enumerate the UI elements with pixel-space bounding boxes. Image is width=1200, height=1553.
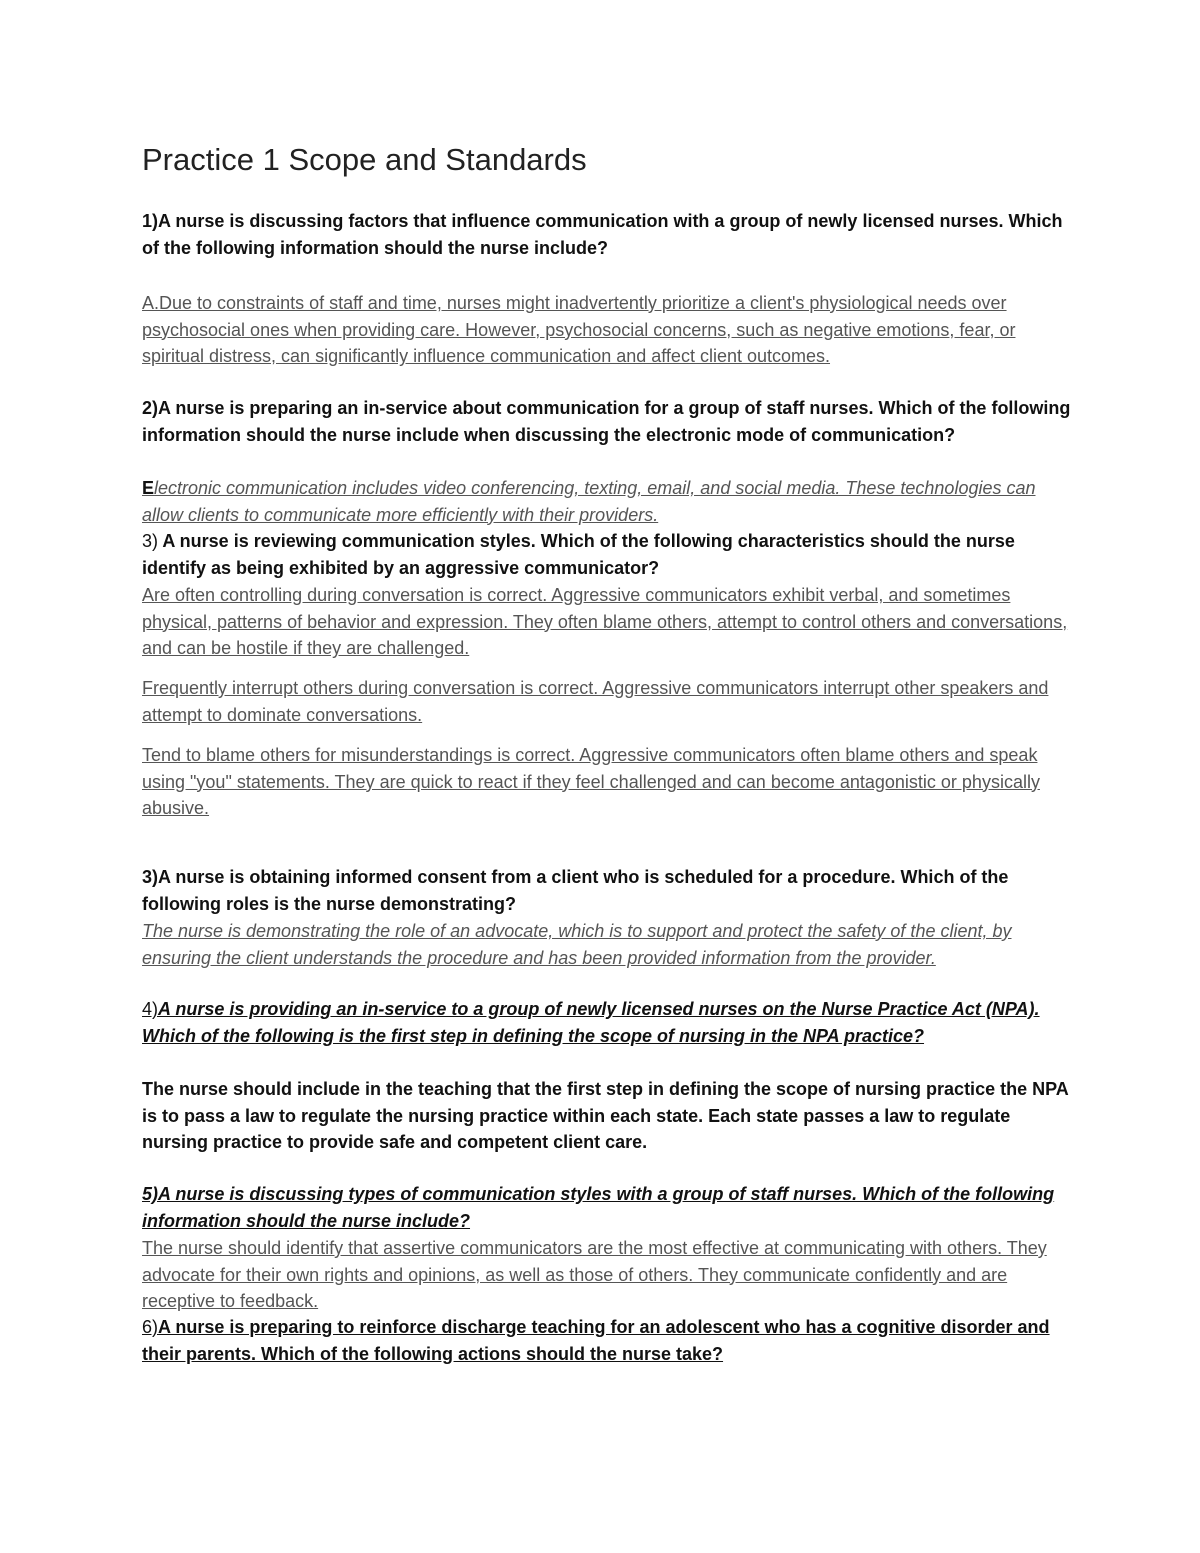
question-6 <box>142 1314 1072 1367</box>
question-4-number: 4) <box>142 999 159 1019</box>
answer-4: The nurse should include in the teaching that the first step in defining the scope of nursing practice the NPA is to pass a law to regulate the nursing practice within each state. Each state passes a law to regulate nursing practice to provide safe and competent client care. <box>142 1079 1069 1153</box>
question-3-consent: 3)A nurse is obtaining informed consent from a client who is scheduled for a procedure. Which of the following roles is the nurse demonstrating? <box>142 867 1009 914</box>
question-6-number: 6) <box>142 1317 159 1337</box>
answer-3-interrupt: Frequently interrupt others during conversation is correct. Aggressive communicators interrupt other speakers and attempt to dominate conversations. <box>142 678 1049 725</box>
answer-2 <box>142 475 1072 528</box>
question-4-text: A nurse is providing an in-service to a group of newly licensed nurses on the Nurse Practice Act (NPA). Which of the following is the first step in defining the scope of nursing in the NPA practice? <box>142 999 1040 1046</box>
document-title: Practice 1 Scope and Standards <box>142 142 587 177</box>
answer-3-controlling: Are often controlling during conversation is correct. Aggressive communicators exhibit verbal, and sometimes physical, patterns of behavior and expression. They often blame others, attempt to control others and conversations, and can be hostile if they are challenged. <box>142 585 1068 659</box>
question-3-number: 3) <box>142 531 159 551</box>
question-4 <box>142 996 1072 1049</box>
question-5: 5)A nurse is discussing types of communication styles with a group of staff nurses. Which of the following information should the nurse include? <box>142 1184 1055 1231</box>
question-3-styles <box>142 528 1072 581</box>
question-3-text: A nurse is reviewing communication styles. Which of the following characteristics should the nurse identify as being exhibited by an aggressive communicator? <box>142 531 1015 578</box>
question-6-text: A nurse is preparing to reinforce discharge teaching for an adolescent who has a cognitive disorder and their parents. Which of the following actions should the nurse take? <box>142 1317 1050 1364</box>
question-1: 1)A nurse is discussing factors that influence communication with a group of newly licensed nurses. Which of the following information should the nurse include? <box>142 211 1063 258</box>
answer-3-blame: Tend to blame others for misunderstandings is correct. Aggressive communicators often blame others and speak using "you" statements. They are quick to react if they feel challenged and can become antagonistic or physically abusive. <box>142 745 1040 819</box>
answer-2-first-letter: E <box>142 478 155 498</box>
answer-5: The nurse should identify that assertive communicators are the most effective at communicating with others. They advocate for their own rights and opinions, as well as those of others. They communicate confidently and are receptive to feedback. <box>142 1238 1047 1312</box>
answer-3-consent: The nurse is demonstrating the role of an advocate, which is to support and protect the safety of the client, by ensuring the client understands the procedure and has been provided information from the provider. <box>142 921 1012 968</box>
answer-2-text: lectronic communication includes video conferencing, texting, email, and social media. These technologies can allow clients to communicate more efficiently with their providers. <box>142 478 1036 525</box>
answer-1: A.Due to constraints of staff and time, nurses might inadvertently prioritize a client's physiological needs over psychosocial ones when providing care. However, psychosocial concerns, such as negative emotions, fear, or spiritual distress, can significantly influence communication and affect client outcomes. <box>142 293 1016 367</box>
question-2: 2)A nurse is preparing an in-service about communication for a group of staff nurses. Which of the following information should the nurse include when discussing the electronic mode of communication? <box>142 398 1071 445</box>
